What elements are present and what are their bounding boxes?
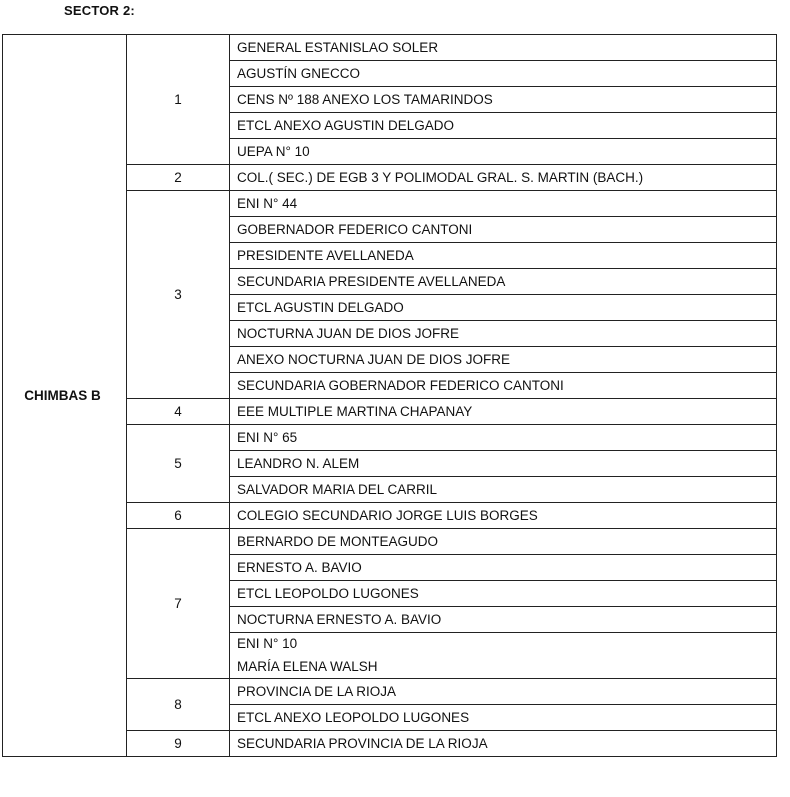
school-name-cell: ETCL LEOPOLDO LUGONES [230,581,777,607]
school-name-cell: SECUNDARIA PRESIDENTE AVELLANEDA [230,269,777,295]
school-name-cell: GENERAL ESTANISLAO SOLER [230,35,777,61]
group-number-cell: 6 [127,503,230,529]
school-name-cell: BERNARDO DE MONTEAGUDO [230,529,777,555]
schools-table-body [3,35,777,757]
school-name-cell: SECUNDARIA PROVINCIA DE LA RIOJA [230,731,777,757]
group-number-cell: 5 [127,425,230,503]
group-number-cell: 1 [127,35,230,165]
school-name-cell: ANEXO NOCTURNA JUAN DE DIOS JOFRE [230,347,777,373]
school-name-cell: NOCTURNA JUAN DE DIOS JOFRE [230,321,777,347]
school-name-cell: GOBERNADOR FEDERICO CANTONI [230,217,777,243]
school-name-cell: PRESIDENTE AVELLANEDA [230,243,777,269]
school-name-cell: CENS Nº 188 ANEXO LOS TAMARINDOS [230,87,777,113]
group-number-cell: 3 [127,191,230,399]
school-name-cell: AGUSTÍN GNECCO [230,61,777,87]
school-name-cell: SALVADOR MARIA DEL CARRIL [230,477,777,503]
school-name-cell [230,633,777,679]
table-row [3,35,777,61]
group-number-cell: 9 [127,731,230,757]
school-name-cell: PROVINCIA DE LA RIOJA [230,679,777,705]
school-name-cell: ERNESTO A. BAVIO [230,555,777,581]
school-name-cell: ETCL ANEXO LEOPOLDO LUGONES [230,705,777,731]
group-number-cell: 4 [127,399,230,425]
school-name-line: ENI N° 10 [237,636,298,651]
sector-name-cell: CHIMBAS B [3,35,127,757]
school-name-cell: LEANDRO N. ALEM [230,451,777,477]
school-name-cell: NOCTURNA ERNESTO A. BAVIO [230,607,777,633]
group-number-cell: 2 [127,165,230,191]
school-name-cell: SECUNDARIA GOBERNADOR FEDERICO CANTONI [230,373,777,399]
school-name-cell: COLEGIO SECUNDARIO JORGE LUIS BORGES [230,503,777,529]
school-name-cell: ETCL ANEXO AGUSTIN DELGADO [230,113,777,139]
school-name-cell: ENI N° 65 [230,425,777,451]
school-name-cell: UEPA N° 10 [230,139,777,165]
school-name-cell: ETCL AGUSTIN DELGADO [230,295,777,321]
sector-title: SECTOR 2: [64,3,135,18]
schools-table [2,34,777,757]
school-name-cell: COL.( SEC.) DE EGB 3 Y POLIMODAL GRAL. S. MARTIN (BACH.) [230,165,777,191]
school-name-cell: EEE MULTIPLE MARTINA CHAPANAY [230,399,777,425]
group-number-cell: 7 [127,529,230,679]
group-number-cell: 8 [127,679,230,731]
school-name-cell: ENI N° 44 [230,191,777,217]
school-name-line: MARÍA ELENA WALSH [237,659,378,674]
